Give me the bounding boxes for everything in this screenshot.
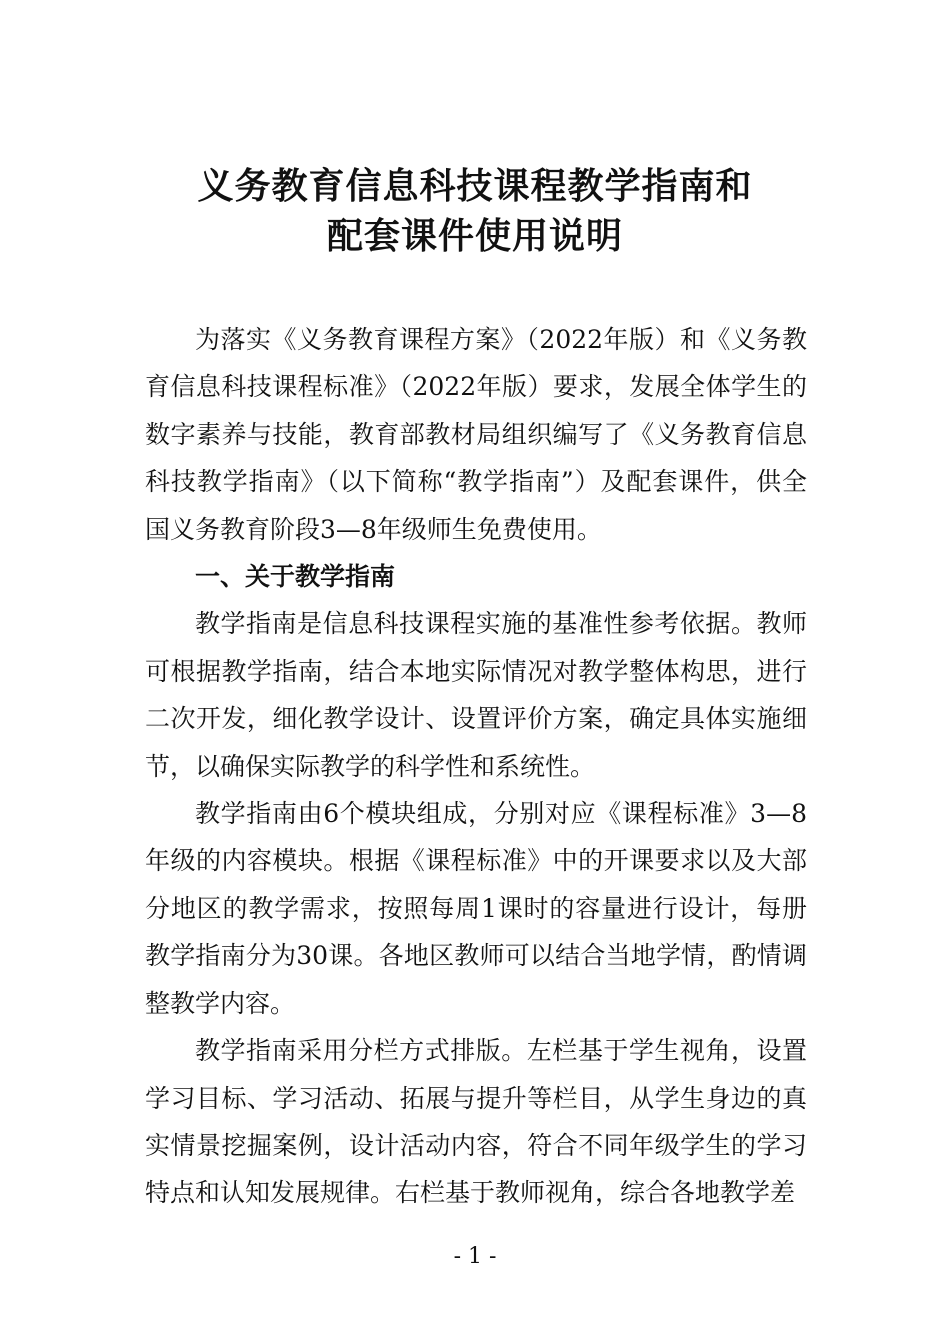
section-heading: 一、关于教学指南 <box>195 562 396 592</box>
body-paragraph-3: 教学指南采用分栏方式排版。左栏基于学生视角，设置学习目标、学习活动、拓展与提升等栏目，从学生身边的真实情景挖掘案例，设计活动内容，符合不同年级学生的学习特点和认知发展规律。右栏基于教师视角，综合各地教学差 <box>145 1036 807 1208</box>
intro-paragraph: 为落实《义务教育课程方案》（2022年版）和《义务教育信息科技课程标准》（2022年版）要求，发展全体学生的数字素养与技能，教育部教材局组织编写了《义务教育信息科技教学指南》（以下简称“教学指南”）及配套课件，供全国义务教育阶段3—8年级师生免费使用。 <box>145 325 807 544</box>
page-number: - 1 - <box>453 1244 497 1269</box>
document-title-line-2: 配套课件使用说明 <box>326 216 623 257</box>
body-paragraph-1: 教学指南是信息科技课程实施的基准性参考依据。教师可根据教学指南，结合本地实际情况对教学整体构思，进行二次开发，细化教学设计、设置评价方案，确定具体实施细节，以确保实际教学的科学性和系统性。 <box>145 609 807 781</box>
body-paragraph-2: 教学指南由6个模块组成，分别对应《课程标准》3—8年级的内容模块。根据《课程标准》中的开课要求以及大部分地区的教学需求，按照每周1课时的容量进行设计，每册教学指南分为30课。各地区教师可以结合当地学情，酌情调整教学内容。 <box>145 799 807 1018</box>
document-body <box>145 316 807 1217</box>
document-title-line-1: 义务教育信息科技课程教学指南和 <box>197 166 753 207</box>
